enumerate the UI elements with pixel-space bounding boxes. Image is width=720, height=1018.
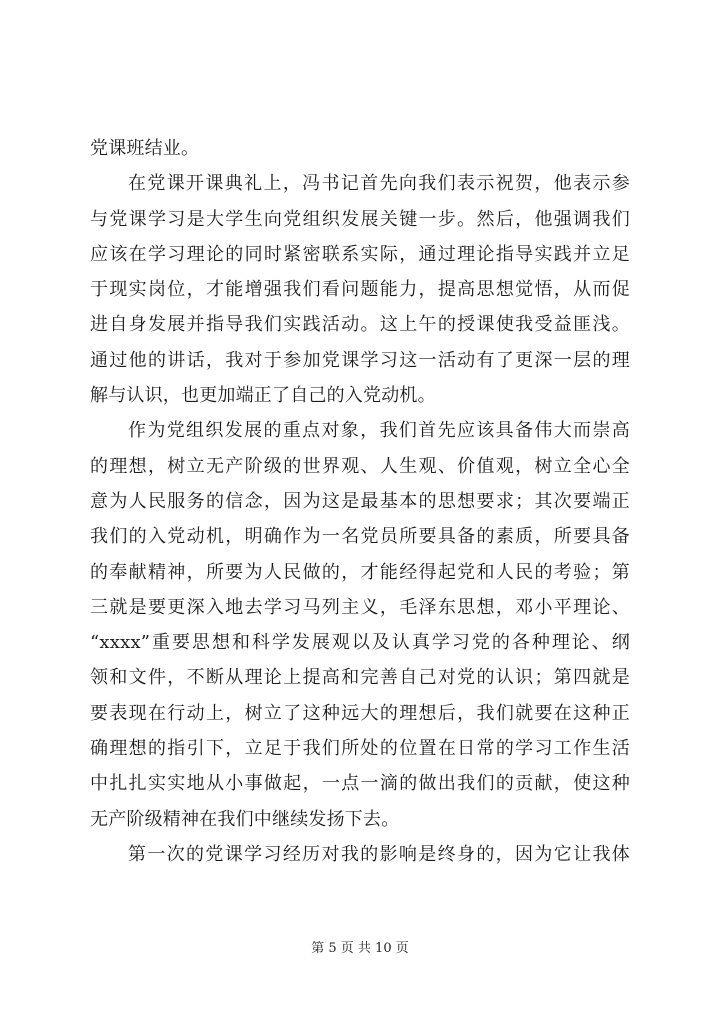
- page-number-footer: 第 5 页 共 10 页: [311, 941, 409, 956]
- text-line: “xxxx”重要思想和科学发展观以及认真学习党的各种理论、纲: [90, 632, 630, 654]
- text-line: 在党课开课典礼上，冯书记首先向我们表示祝贺，他表示参: [128, 173, 630, 195]
- text-line: 的奉献精神，所要为人民做的，才能经得起党和人民的考验；第: [90, 561, 630, 583]
- text-line: 应该在学习理论的同时紧密联系实际，通过理论指导实践并立足: [90, 243, 630, 265]
- text-line: 的理想，树立无产阶级的世界观、人生观、价值观，树立全心全: [90, 455, 630, 477]
- text-line: 中扎扎实实地从小事做起，一点一滴的做出我们的贡献，使这种: [90, 773, 630, 795]
- text-line: 三就是要更深入地去学习马列主义，毛泽东思想，邓小平理论、: [90, 596, 630, 618]
- text-line: 要表现在行动上，树立了这种远大的理想后，我们就要在这种正: [90, 702, 630, 724]
- text-line: 解与认识，也更加端正了自己的入党动机。: [90, 385, 436, 407]
- text-line: 于现实岗位，才能增强我们看问题能力，提高思想觉悟，从而促: [90, 279, 630, 301]
- text-line: 我们的入党动机，明确作为一名党员所要具备的素质，所要具备: [90, 526, 630, 548]
- text-line: 作为党组织发展的重点对象，我们首先应该具备伟大而崇高: [128, 420, 630, 442]
- text-line: 无产阶级精神在我们中继续发扬下去。: [90, 808, 400, 830]
- text-line: 党课班结业。: [90, 138, 200, 159]
- text-line: 与党课学习是大学生向党组织发展关键一步。然后，他强调我们: [90, 208, 630, 230]
- text-line: 确理想的指引下，立足于我们所处的位置在日常的学习工作生活: [90, 738, 630, 760]
- text-line: 领和文件，不断从理论上提高和完善自己对党的认识；第四就是: [90, 667, 630, 689]
- document-body: [90, 131, 630, 872]
- text-line: 第一次的党课学习经历对我的影响是终身的，因为它让我体: [128, 843, 630, 865]
- text-line: 意为人民服务的信念，因为这是最基本的思想要求；其次要端正: [90, 490, 630, 512]
- text-line: 进自身发展并指导我们实践活动。这上午的授课使我受益匪浅。: [90, 314, 630, 336]
- text-line: 通过他的讲话，我对于参加党课学习这一活动有了更深一层的理: [90, 349, 630, 371]
